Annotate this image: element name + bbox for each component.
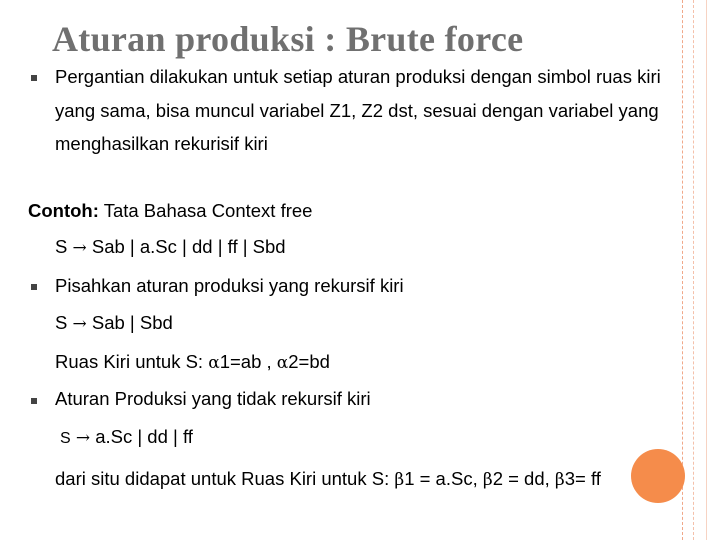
bullet-3-text: Aturan Produksi yang tidak rekursif kiri xyxy=(55,388,371,409)
grammar-rhs: Sab | a.Sc | dd | ff | Sbd xyxy=(91,236,286,257)
decorative-border-line xyxy=(682,0,683,540)
grammar-left-recursive xyxy=(55,312,173,335)
alpha-2-value: 2=bd xyxy=(288,351,330,372)
decorative-border-line xyxy=(706,0,707,540)
grammar-rhs: a.Sc | dd | ff xyxy=(95,426,193,447)
bullet-1-line-2: yang sama, bisa muncul variabel Z1, Z2 dst, sesuai dengan variabel yang xyxy=(55,100,659,121)
example-text: Tata Bahasa Context free xyxy=(103,200,313,221)
ruas-kiri-line xyxy=(55,351,330,374)
grammar-lhs: S xyxy=(55,312,68,333)
bullet-icon xyxy=(31,75,37,81)
bullet-icon xyxy=(31,284,37,290)
arrow-icon: → xyxy=(75,428,91,448)
alpha-symbol: α xyxy=(208,353,220,373)
arrow-icon: → xyxy=(72,314,87,334)
arrow-icon: → xyxy=(72,238,87,258)
beta-symbol: β xyxy=(394,470,405,490)
beta-symbol: β xyxy=(554,470,565,490)
alpha-1-value: 1=ab , xyxy=(219,351,277,372)
grammar-rhs: Sab | Sbd xyxy=(91,312,173,333)
ruas-kiri-prefix: Ruas Kiri untuk S: xyxy=(55,351,209,372)
grammar-full xyxy=(55,236,286,259)
grammar-lhs: S xyxy=(60,430,71,447)
alpha-symbol: α xyxy=(276,353,289,373)
dari-situ-prefix: dari situ didapat untuk Ruas Kiri untuk S: xyxy=(55,468,395,489)
grammar-lhs: S xyxy=(55,236,68,257)
beta-3-value: 3= ff xyxy=(564,468,601,489)
decorative-border-line xyxy=(693,0,694,540)
bullet-2-text: Pisahkan aturan produksi yang rekursif kiri xyxy=(55,275,404,296)
beta-2-value: 2 = dd, xyxy=(492,468,555,489)
dari-situ-line xyxy=(55,468,601,491)
example-line xyxy=(28,200,312,222)
beta-symbol: β xyxy=(482,470,493,490)
grammar-non-recursive xyxy=(60,426,193,450)
slide-title: Aturan produksi : Brute force xyxy=(52,19,524,59)
beta-1-value: 1 = a.Sc, xyxy=(404,468,483,489)
bullet-1-line-3: menghasilkan rekurisif kiri xyxy=(55,133,268,154)
bullet-icon xyxy=(31,398,37,404)
example-label: Contoh: xyxy=(28,200,99,221)
bullet-1-line-1: Pergantian dilakukan untuk setiap aturan produksi dengan simbol ruas kiri xyxy=(55,66,661,87)
decorative-circle xyxy=(631,449,685,503)
